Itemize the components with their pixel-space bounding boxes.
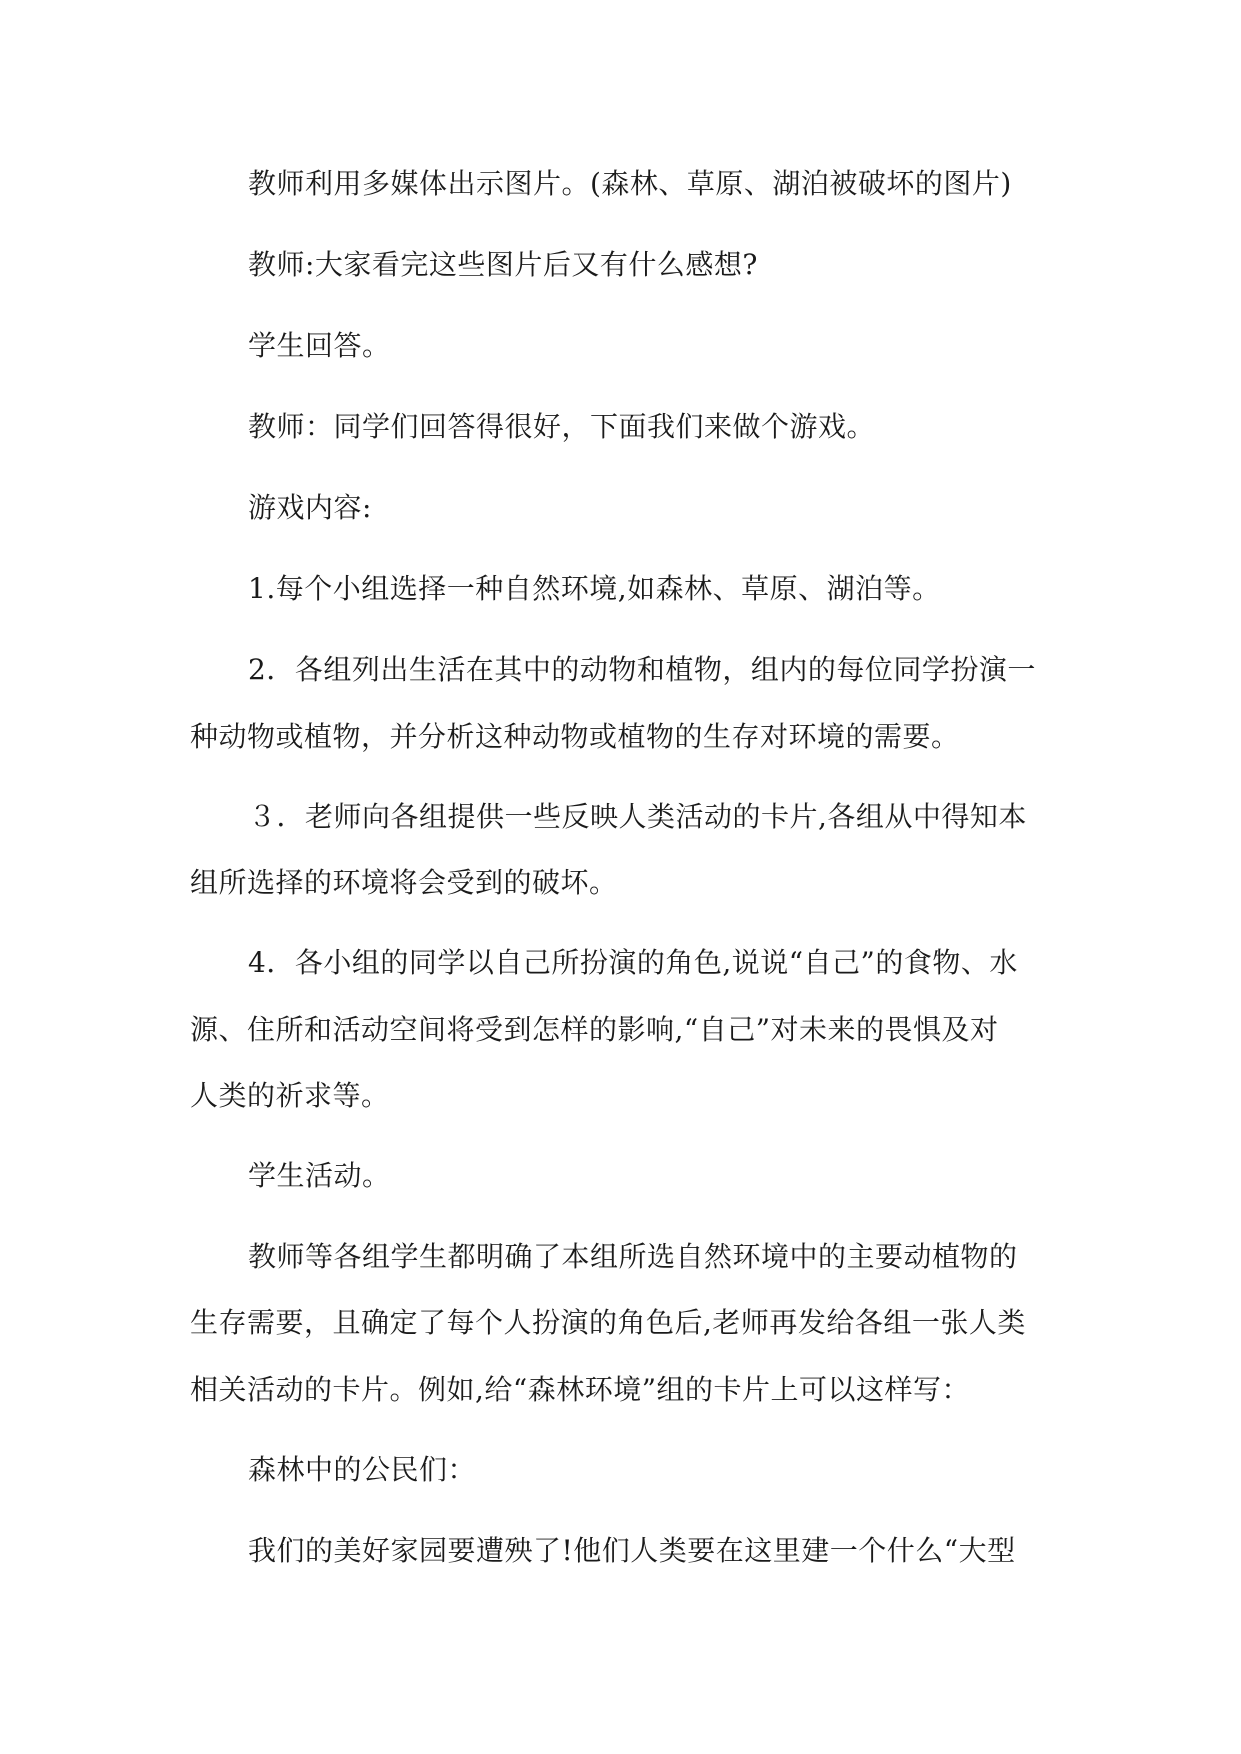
paragraph-line: 4．各小组的同学以自己所扮演的角色,说说“自己”的食物、水: [248, 946, 1018, 979]
paragraph-line: 森林中的公民们：: [248, 1453, 477, 1486]
paragraph-line: 源、住所和活动空间将受到怎样的影响,“自己”对未来的畏惧及对: [190, 1013, 999, 1046]
paragraph-line: 生存需要，且确定了每个人扮演的角色后,老师再发给各组一张人类: [190, 1306, 1026, 1339]
paragraph-line: 相关活动的卡片。例如,给“森林环境”组的卡片上可以这样写：: [190, 1373, 971, 1406]
paragraph-line: 学生回答。: [248, 329, 391, 362]
paragraph-line: 教师：同学们回答得很好，下面我们来做个游戏。: [248, 410, 876, 443]
paragraph-line: 学生活动。: [248, 1159, 391, 1192]
paragraph-line: 种动物或植物，并分析这种动物或植物的生存对环境的需要。: [190, 720, 960, 753]
paragraph-line: ３．老师向各组提供一些反映人类活动的卡片,各组从中得知本: [248, 800, 1027, 833]
paragraph-line: 2．各组列出生活在其中的动物和植物，组内的每位同学扮演一: [248, 653, 1036, 686]
paragraph-line: 教师:大家看完这些图片后又有什么感想?: [248, 248, 758, 281]
paragraph-line: 教师等各组学生都明确了本组所选自然环境中的主要动植物的: [248, 1240, 1018, 1273]
paragraph-line: 游戏内容:: [248, 491, 372, 524]
paragraph-line: 人类的祈求等。: [190, 1079, 390, 1112]
paragraph-line: 教师利用多媒体出示图片。(森林、草原、湖泊被破坏的图片): [248, 167, 1012, 200]
paragraph-line: 我们的美好家园要遭殃了!他们人类要在这里建一个什么“大型: [248, 1534, 1016, 1567]
paragraph-line: 组所选择的环境将会受到的破坏。: [190, 866, 618, 899]
paragraph-line: 1.每个小组选择一种自然环境,如森林、草原、湖泊等。: [248, 572, 941, 605]
